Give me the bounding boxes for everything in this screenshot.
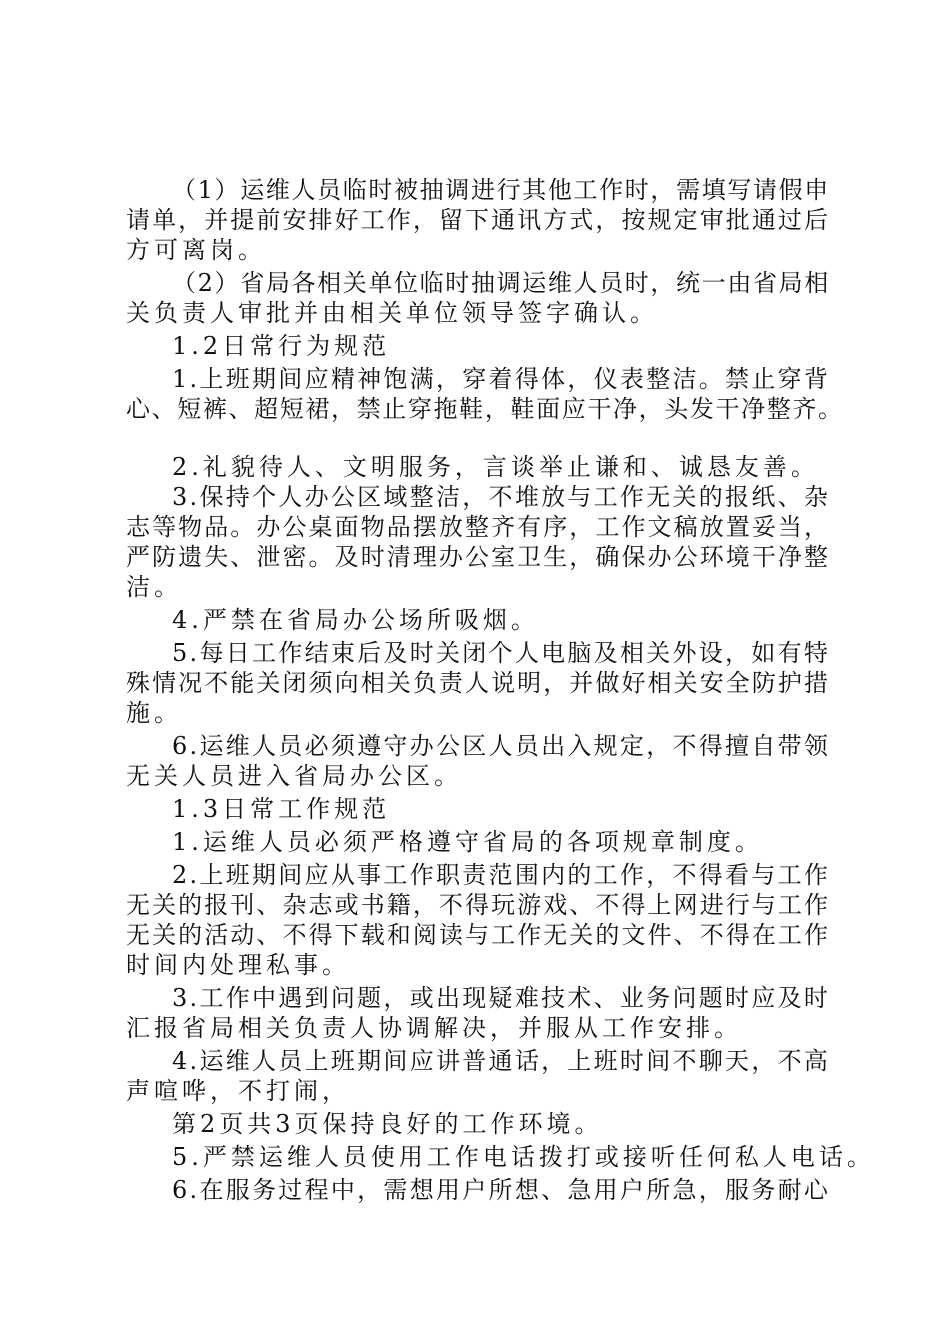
text-line-26: 3.工作中遇到问题，或出现疑难技术、业务问题时应及时 [172,984,831,1012]
text-line-14: 4.严禁在省局办公场所吸烟。 [172,606,539,634]
text-line-17: 施。 [126,699,182,727]
text-line-27: 汇报省局相关负责人协调解决，并服从工作安排。 [126,1014,742,1042]
text-line-11: 志等物品。办公桌面物品摆放整齐有序，工作文稿放置妥当， [126,513,831,541]
section-heading-1-3: 1.3日常工作规范 [172,795,391,823]
text-line-15: 5.每日工作结束后及时关闭个人电脑及相关外设，如有特 [172,639,831,667]
text-line-12: 严防遗失、泄密。及时清理办公室卫生，确保办公环境干净整 [126,543,831,571]
text-line-32: 6.在服务过程中，需想用户所想、急用户所急，服务耐心 [172,1176,831,1204]
text-line-29: 声喧哗，不打闹， [126,1077,350,1105]
text-line-16: 殊情况不能关闭须向相关负责人说明，并做好相关安全防护措 [126,669,831,697]
text-line-5: 关负责人审批并由相关单位领导签字确认。 [126,299,658,327]
text-line-21: 1.运维人员必须严格遵守省局的各项规章制度。 [172,828,763,856]
text-line-2: 请单，并提前安排好工作，留下通讯方式，按规定审批通过后 [126,206,831,234]
text-line-13: 洁。 [126,573,182,601]
text-line-1: （1）运维人员临时被抽调进行其他工作时，需填写请假申 [172,176,830,204]
text-line-4: （2）省局各相关单位临时抽调运维人员时，统一由省局相 [172,269,830,297]
text-line-8: 心、短裤、超短裙，禁止穿拖鞋，鞋面应干净，头发干净整齐。 [126,395,844,423]
text-line-10: 3.保持个人办公区域整洁，不堆放与工作无关的报纸、杂 [172,483,831,511]
text-line-18: 6.运维人员必须遵守办公区人员出入规定，不得擅自带领 [172,732,831,760]
text-line-31: 5.严禁运维人员使用工作电话拨打或接听任何私人电话。 [172,1143,875,1171]
text-line-28: 4.运维人员上班期间应讲普通话，上班时间不聊天，不高 [172,1047,831,1075]
text-line-24: 无关的活动、不得下载和阅读与工作无关的文件、不得在工作 [126,921,831,949]
text-line-7: 1.上班期间应精神饱满，穿着得体，仪表整洁。禁止穿背 [172,365,831,393]
text-line-25: 时间内处理私事。 [126,951,350,979]
page-footer-line: 第2页共3页保持良好的工作环境。 [172,1110,603,1138]
text-line-23: 无关的报刊、杂志或书籍，不得玩游戏、不得上网进行与工作 [126,891,831,919]
section-heading-1-2: 1.2日常行为规范 [172,332,391,360]
text-line-9: 2.礼貌待人、文明服务，言谈举止谦和、诚恳友善。 [172,453,819,481]
text-line-3: 方可离岗。 [126,236,266,264]
text-line-22: 2.上班期间应从事工作职责范围内的工作，不得看与工作 [172,861,831,889]
text-line-19: 无关人员进入省局办公区。 [126,762,462,790]
